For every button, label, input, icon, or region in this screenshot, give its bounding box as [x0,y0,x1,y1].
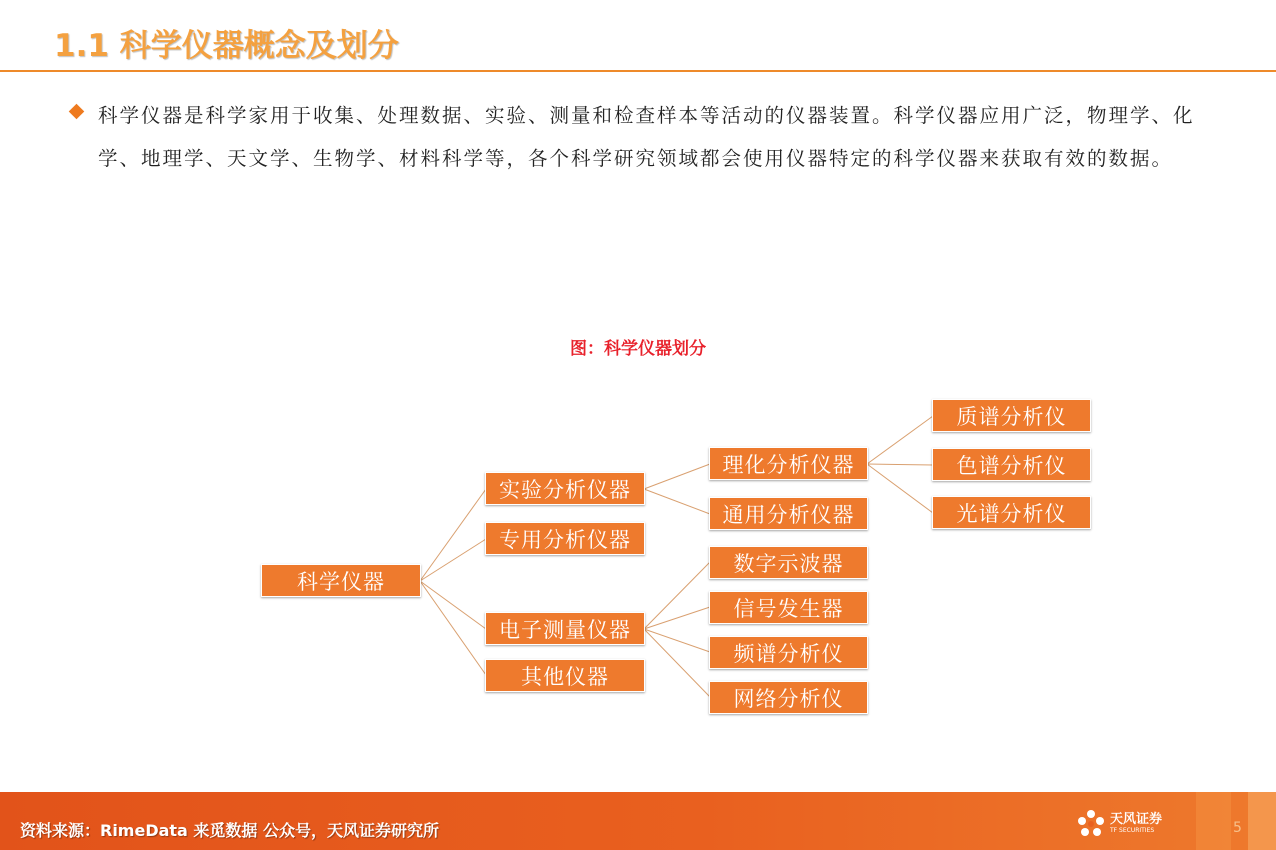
page-title: 1.1 科学仪器概念及划分 [54,28,399,64]
brand-logo [1076,806,1162,842]
connector-line [644,629,710,652]
connector-line [867,464,933,513]
flower-logo-icon [1076,808,1106,840]
node-physchem-analysis: 理化分析仪器 [709,447,868,480]
node-root: 科学仪器 [261,564,421,597]
node-chromatograph: 色谱分析仪 [932,448,1091,481]
figure-caption: 图：科学仪器划分 [570,339,706,359]
node-general-analysis: 通用分析仪器 [709,497,868,530]
node-signal-generator: 信号发生器 [709,591,868,624]
node-lab-analysis: 实验分析仪器 [485,472,645,505]
connector-line [867,464,933,465]
intro-paragraph: 科学仪器是科学家用于收集、处理数据、实验、测量和检查样本等活动的仪器装置。科学仪器应用广泛，物理学、化学、地理学、天文学、生物学、材料科学等，各个科学研究领域都会使用仪器特定的科学仪器来获取有效的数据。 [98,104,1195,170]
connector-line [644,562,710,629]
connector-line [644,629,710,697]
connector-line [644,489,710,514]
connector-line [644,607,710,629]
connector-line [420,581,486,629]
node-network-analyzer: 网络分析仪 [709,681,868,714]
connector-line [644,464,710,489]
node-electronic-measurement: 电子测量仪器 [485,612,645,645]
node-mass-spectrometer: 质谱分析仪 [932,399,1091,432]
node-special-analysis: 专用分析仪器 [485,522,645,555]
node-spectrum-analyzer: 频谱分析仪 [709,636,868,669]
logo-name-en: TF SECURITIES [1110,827,1155,834]
connector-line [420,489,486,581]
footer-decoration [1248,792,1276,850]
connector-line [420,539,486,581]
source-note: 资料来源：RimeData 来觅数据 公众号，天风证券研究所 [20,821,439,840]
node-other-instruments: 其他仪器 [485,659,645,692]
node-digital-oscilloscope: 数字示波器 [709,546,868,579]
footer-decoration [1196,792,1231,850]
page-number: 5 [1233,820,1242,836]
logo-name-cn: 天风证券 [1110,812,1163,827]
connector-line [420,581,486,675]
connector-line [867,416,933,464]
node-spectrometer: 光谱分析仪 [932,496,1091,529]
